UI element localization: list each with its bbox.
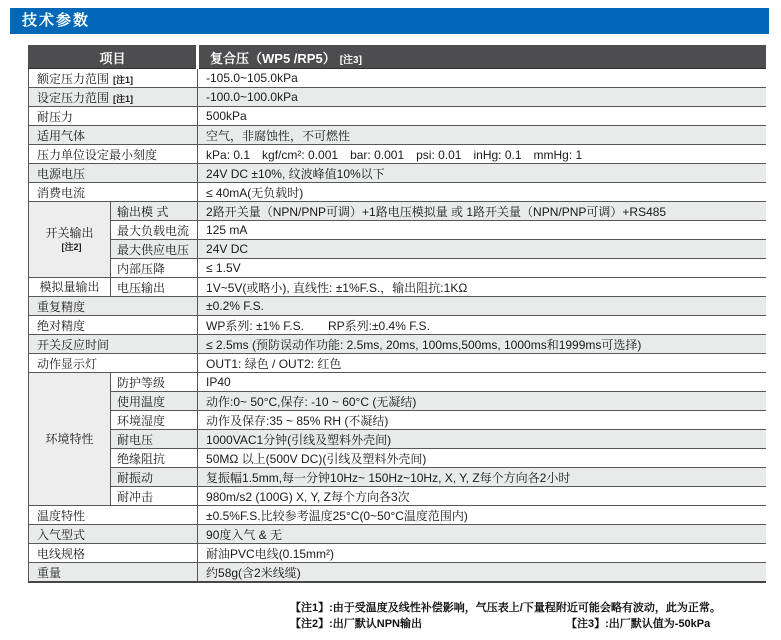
row-label: 动作显示灯	[29, 354, 198, 373]
row-value: 约58g(含2米线缆)	[198, 563, 766, 583]
row-value: 耐油PVC电线(0.15mm²)	[198, 544, 766, 563]
row-group-label: 环境特性	[29, 373, 111, 506]
specs-table	[28, 45, 766, 583]
row-value: 24V DC	[198, 240, 766, 259]
table-row	[29, 430, 766, 449]
row-label: 耐压力	[29, 107, 198, 126]
row-value: ≤ 1.5V	[198, 259, 766, 278]
row-value: 动作:0~ 50°C,保存: -10 ~ 60°C (无凝结)	[198, 392, 766, 411]
row-sublabel: 耐振动	[111, 468, 198, 487]
note-ref: [注1]	[113, 74, 134, 85]
row-label: 重量	[29, 563, 198, 583]
row-label: 绝对精度	[29, 316, 198, 335]
table-row	[29, 411, 766, 430]
row-sublabel: 环境湿度	[111, 411, 198, 430]
column-header-value-label: 复合压（WP5 /RP5）	[210, 50, 336, 66]
row-sublabel: 内部压降	[111, 259, 198, 278]
row-value: WP系列: ±1% F.S. RP系列:±0.4% F.S.	[198, 316, 766, 335]
section-title-bar	[10, 8, 769, 34]
table-row	[29, 487, 766, 506]
row-value: ±0.2% F.S.	[198, 297, 766, 316]
table-row	[29, 544, 766, 563]
footnote-line-2	[290, 616, 776, 632]
column-header-item: 项目	[29, 46, 198, 69]
footnote-3: 【注3】:出厂默认值为-50kPa	[566, 618, 711, 630]
note-ref: [注2]	[61, 241, 82, 252]
table-row	[29, 506, 766, 525]
row-sublabel: 电压输出	[111, 278, 198, 297]
row-value: OUT1: 绿色 / OUT2: 红色	[198, 354, 766, 373]
row-value: 980m/s2 (100G) X, Y, Z每个方向各3次	[198, 487, 766, 506]
row-label: 设定压力范围 [注1]	[29, 88, 198, 107]
table-row	[29, 145, 766, 164]
row-label: 开关反应时间	[29, 335, 198, 354]
column-header-note-ref: [注3]	[339, 54, 362, 66]
row-value: 50MΩ 以上(500V DC)(引线及塑料外壳间)	[198, 449, 766, 468]
row-sublabel: 最大负载电流	[111, 221, 198, 240]
row-value: 90度入气 & 无	[198, 525, 766, 544]
table-row	[29, 69, 766, 88]
row-sublabel: 输出模 式	[111, 202, 198, 221]
table-row	[29, 278, 766, 297]
table-row	[29, 392, 766, 411]
footnote-2: 【注2】:出厂默认NPN输出	[290, 618, 423, 630]
row-sublabel: 最大供应电压	[111, 240, 198, 259]
note-ref: [注1]	[113, 93, 134, 104]
row-value: 125 mA	[198, 221, 766, 240]
table-row	[29, 88, 766, 107]
row-value: 2路开关量（NPN/PNP可调）+1路电压模拟量 或 1路开关量（NPN/PNP可调）+RS485	[198, 202, 766, 221]
row-value: -100.0~100.0kPa	[198, 88, 766, 107]
table-row	[29, 107, 766, 126]
table-row	[29, 525, 766, 544]
table-row	[29, 240, 766, 259]
row-value: ≤ 40mA(无负载时)	[198, 183, 766, 202]
table-header-row	[29, 46, 766, 69]
table-row	[29, 373, 766, 392]
column-header-value	[198, 46, 766, 69]
row-sublabel: 耐冲击	[111, 487, 198, 506]
table-row	[29, 468, 766, 487]
row-label: 电线规格	[29, 544, 198, 563]
row-group-label: 开关输出 [注2]	[29, 202, 111, 278]
row-label: 重复精度	[29, 297, 198, 316]
table-row	[29, 221, 766, 240]
row-value: IP40	[198, 373, 766, 392]
row-label: 入气型式	[29, 525, 198, 544]
table-row	[29, 183, 766, 202]
table-row	[29, 335, 766, 354]
page-title: 技术参数	[22, 12, 91, 29]
row-sublabel: 防护等级	[111, 373, 198, 392]
table-row	[29, 563, 766, 583]
row-value: kPa: 0.1 kgf/cm²: 0.001 bar: 0.001 psi: 0.01 inHg: 0.1 mmHg: 1	[198, 145, 766, 164]
row-value: 动作及保存:35 ~ 85% RH (不凝结)	[198, 411, 766, 430]
row-value: 1V~5V(或略小), 直线性: ±1%F.S.，输出阻抗:1KΩ	[198, 278, 766, 297]
row-value: ≤ 2.5ms (预防误动作功能: 2.5ms, 20ms, 100ms,500ms, 1000ms和1999ms可选择)	[198, 335, 766, 354]
row-label: 温度特性	[29, 506, 198, 525]
row-label: 电源电压	[29, 164, 198, 183]
table-row	[29, 126, 766, 145]
row-label: 压力单位设定最小刻度	[29, 145, 198, 164]
table-row	[29, 316, 766, 335]
footnotes	[290, 600, 776, 632]
row-value: -105.0~105.0kPa	[198, 69, 766, 88]
row-group-label: 模拟量输出	[29, 278, 111, 297]
table-row	[29, 449, 766, 468]
row-value: ±0.5%F.S.比较参考温度25°C(0~50°C温度范围内)	[198, 506, 766, 525]
table-row	[29, 297, 766, 316]
row-sublabel: 使用温度	[111, 392, 198, 411]
row-value: 空气，非腐蚀性，不可燃性	[198, 126, 766, 145]
table-row	[29, 202, 766, 221]
row-value: 复振幅1.5mm,每一分钟10Hz~ 150Hz~10Hz, X, Y, Z每个方向各2小时	[198, 468, 766, 487]
row-label: 消费电流	[29, 183, 198, 202]
footnote-1: 【注1】:由于受温度及线性补偿影响，气压表上/下量程附近可能会略有波动，此为正常。	[290, 602, 721, 614]
row-value: 500kPa	[198, 107, 766, 126]
row-value: 24V DC ±10%, 纹波峰值10%以下	[198, 164, 766, 183]
table-row	[29, 259, 766, 278]
table-row	[29, 354, 766, 373]
row-value: 1000VAC1分钟(引线及塑料外壳间)	[198, 430, 766, 449]
row-label: 适用气体	[29, 126, 198, 145]
row-sublabel: 耐电压	[111, 430, 198, 449]
row-label: 额定压力范围 [注1]	[29, 69, 198, 88]
table-row	[29, 164, 766, 183]
row-sublabel: 绝缘阻抗	[111, 449, 198, 468]
